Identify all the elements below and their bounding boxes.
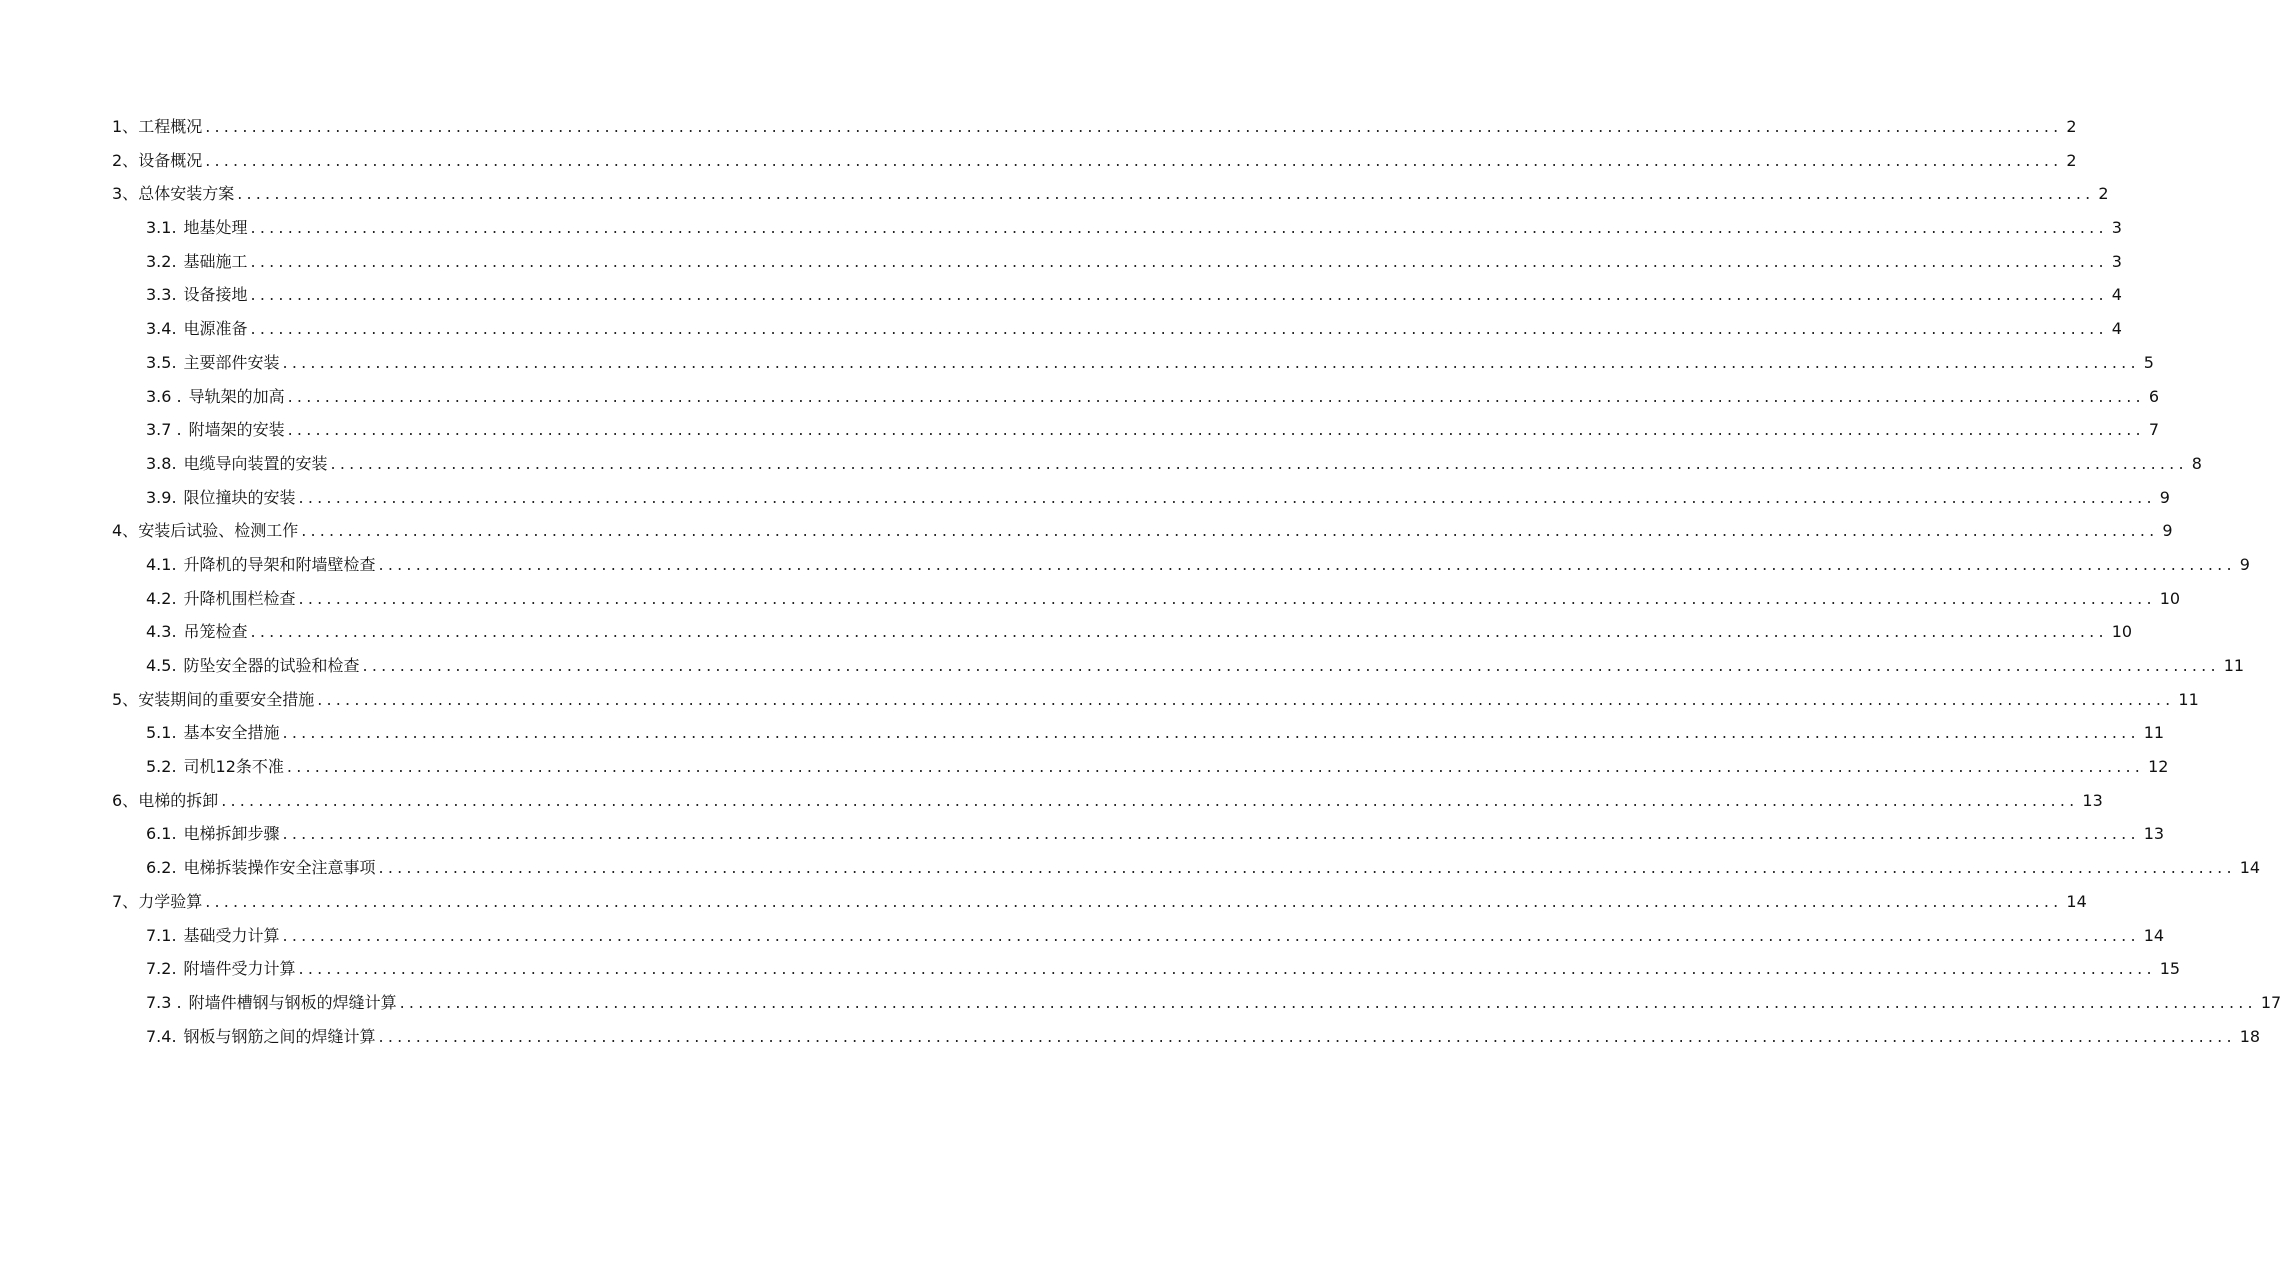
toc-entry[interactable] (112, 784, 2103, 818)
toc-entry[interactable] (112, 413, 2160, 447)
toc-entry-number: 3.5. (146, 352, 177, 372)
toc-entry-page-number: 3 (2111, 251, 2122, 271)
toc-entry-title: 工程概况 (138, 117, 203, 136)
toc-entry-number: 6.1. (146, 824, 177, 844)
toc-entry-page-number: 13 (2082, 790, 2103, 810)
toc-entry[interactable] (112, 952, 2181, 986)
toc-entry-number: 7.1. (146, 925, 177, 945)
toc-dot-leader: ........................................................................................................................................................................................................ (250, 319, 2108, 339)
toc-dot-leader: ........................................................................................................................................................................................................ (298, 487, 2156, 507)
toc-entry-number: 3.3. (146, 285, 177, 305)
toc-entry[interactable] (112, 245, 2122, 279)
toc-entry-number: 1、 (112, 117, 139, 136)
toc-entry[interactable] (112, 144, 2077, 178)
toc-dot-leader: ........................................................................................................................................................................................................ (205, 891, 2063, 911)
toc-entry-title: 设备接地 (183, 285, 248, 305)
toc-entry-page-number: 11 (2178, 689, 2199, 709)
toc-entry-page-number: 2 (2066, 117, 2077, 136)
toc-entry-number: 3.6 . (146, 386, 182, 406)
toc-entry-title: 主要部件安装 (183, 352, 280, 372)
toc-entry[interactable] (112, 683, 2199, 717)
toc-entry[interactable] (112, 177, 2109, 211)
toc-dot-leader: ........................................................................................................................................................................................................ (282, 352, 2140, 372)
toc-dot-leader: ........................................................................................................................................................................................................ (399, 992, 2257, 1012)
toc-entry-number: 6.2. (146, 858, 177, 878)
toc-entry-page-number: 5 (2143, 352, 2154, 372)
toc-entry-title: 基本安全措施 (183, 723, 280, 743)
toc-entry[interactable] (112, 1020, 2261, 1054)
toc-entry-title: 导轨架的加高 (188, 386, 285, 406)
toc-dot-leader: ........................................................................................................................................................................................................ (237, 184, 2095, 204)
toc-entry-number: 7.3 . (146, 992, 182, 1012)
toc-entry[interactable] (112, 110, 2077, 144)
toc-entry-number: 4、 (112, 521, 139, 541)
toc-entry-number: 3、 (112, 184, 139, 204)
toc-entry-number: 4.5. (146, 656, 177, 675)
toc-entry-page-number: 8 (2191, 453, 2202, 473)
toc-entry-title: 司机12条不准 (183, 757, 284, 777)
toc-entry-page-number: 10 (2111, 622, 2133, 642)
toc-entry[interactable] (112, 750, 2169, 784)
toc-entry-page-number: 14 (2143, 925, 2165, 945)
toc-entry-page-number: 3 (2111, 218, 2122, 238)
toc-dot-leader: ........................................................................................................................................................................................................ (205, 150, 2063, 170)
toc-entry[interactable] (112, 615, 2133, 649)
toc-dot-leader: ........................................................................................................................................................................................................ (287, 420, 2145, 440)
toc-dot-leader: ........................................................................................................................................................................................................ (282, 723, 2140, 743)
toc-entry-number: 3.9. (146, 487, 177, 507)
toc-entry-page-number: 11 (2143, 723, 2165, 743)
toc-dot-leader: ........................................................................................................................................................................................................ (221, 790, 2079, 810)
toc-entry[interactable] (112, 346, 2154, 380)
toc-entry-page-number: 14 (2239, 858, 2261, 878)
toc-entry[interactable] (112, 582, 2181, 616)
toc-entry-number: 6、 (112, 790, 139, 810)
toc-dot-leader: ........................................................................................................................................................................................................ (378, 1026, 2236, 1046)
toc-entry-title: 电源准备 (183, 319, 248, 339)
toc-entry-title: 安装期间的重要安全措施 (138, 689, 315, 709)
toc-entry-number: 7.2. (146, 959, 177, 979)
toc-entry-title: 升降机的导架和附墙壁检查 (183, 554, 376, 574)
toc-entry[interactable] (112, 278, 2122, 312)
toc-entry-page-number: 2 (2066, 150, 2077, 170)
toc-dot-leader: ........................................................................................................................................................................................................ (298, 588, 2156, 608)
toc-entry[interactable] (112, 211, 2122, 245)
toc-entry-number: 7、 (112, 891, 139, 911)
toc-entry-number: 4.3. (146, 622, 177, 642)
toc-entry-page-number: 13 (2143, 824, 2165, 844)
toc-dot-leader: ........................................................................................................................................................................................................ (301, 521, 2159, 541)
toc-dot-leader: ........................................................................................................................................................................................................ (362, 656, 2220, 675)
toc-entry-page-number: 2 (2098, 184, 2109, 204)
toc-entry-number: 2、 (112, 150, 139, 170)
toc-entry-page-number: 9 (2159, 487, 2170, 507)
toc-entry-title: 设备概况 (138, 150, 203, 170)
toc-dot-leader: ........................................................................................................................................................................................................ (250, 285, 2108, 305)
toc-entry-title: 基础施工 (183, 251, 248, 271)
toc-dot-leader: ........................................................................................................................................................................................................ (250, 218, 2108, 238)
toc-entry-title: 电缆导向装置的安装 (183, 453, 328, 473)
toc-entry-number: 5、 (112, 689, 139, 709)
toc-entry-title: 基础受力计算 (183, 925, 280, 945)
toc-entry[interactable] (112, 514, 2173, 548)
toc-entry[interactable] (112, 649, 2245, 683)
toc-entry-title: 升降机围栏检查 (183, 588, 296, 608)
toc-entry[interactable] (112, 851, 2261, 885)
toc-entry-title: 电梯的拆卸 (138, 790, 219, 810)
toc-entry-title: 力学验算 (138, 891, 203, 911)
toc-entry-number: 3.7 . (146, 420, 182, 440)
toc-entry-page-number: 6 (2148, 386, 2160, 406)
toc-entry-page-number: 14 (2066, 891, 2087, 911)
toc-entry-page-number: 15 (2159, 959, 2181, 979)
toc-entry[interactable] (112, 716, 2165, 750)
toc-dot-leader: ........................................................................................................................................................................................................ (205, 117, 2063, 136)
toc-entry-number: 3.2. (146, 251, 177, 271)
toc-entry-title: 附墙架的安装 (188, 420, 285, 440)
toc-entry-page-number: 11 (2223, 656, 2245, 675)
toc-entry-title: 总体安装方案 (138, 184, 235, 204)
toc-entry-title: 附墙件受力计算 (183, 959, 296, 979)
toc-entry-title: 电梯拆装操作安全注意事项 (183, 858, 376, 878)
toc-entry-title: 附墙件槽钢与钢板的焊缝计算 (188, 992, 397, 1012)
toc-entry-number: 3.4. (146, 319, 177, 339)
toc-entry-page-number: 12 (2148, 757, 2169, 777)
toc-dot-leader: ........................................................................................................................................................................................................ (378, 554, 2236, 574)
toc-entry-page-number: 7 (2148, 420, 2160, 440)
toc-dot-leader: ........................................................................................................................................................................................................ (250, 622, 2108, 642)
toc-entry-page-number: 4 (2111, 319, 2122, 339)
toc-entry-number: 5.2. (146, 757, 177, 777)
toc-dot-leader: ........................................................................................................................................................................................................ (282, 925, 2140, 945)
toc-entry-title: 钢板与钢筋之间的焊缝计算 (183, 1026, 376, 1046)
table-of-contents (112, 110, 2281, 1053)
toc-entry-title: 安装后试验、检测工作 (138, 521, 299, 541)
toc-entry-title: 电梯拆卸步骤 (183, 824, 280, 844)
toc-entry-number: 4.2. (146, 588, 177, 608)
toc-dot-leader: ........................................................................................................................................................................................................ (250, 251, 2108, 271)
toc-entry[interactable] (112, 481, 2170, 515)
toc-entry-number: 5.1. (146, 723, 177, 743)
toc-dot-leader: ........................................................................................................................................................................................................ (282, 824, 2140, 844)
toc-entry-page-number: 17 (2260, 992, 2281, 1012)
toc-entry[interactable] (112, 986, 2281, 1020)
toc-entry-page-number: 4 (2111, 285, 2122, 305)
toc-entry-title: 地基处理 (183, 218, 248, 238)
toc-dot-leader: ........................................................................................................................................................................................................ (286, 757, 2145, 777)
toc-dot-leader: ........................................................................................................................................................................................................ (378, 858, 2236, 878)
toc-entry[interactable] (112, 548, 2250, 582)
toc-entry-page-number: 9 (2162, 521, 2173, 541)
toc-entry[interactable] (112, 447, 2202, 481)
toc-entry-number: 3.8. (146, 453, 177, 473)
toc-entry-page-number: 9 (2239, 554, 2250, 574)
toc-entry-number: 4.1. (146, 554, 177, 574)
toc-entry[interactable] (112, 919, 2165, 953)
toc-dot-leader: ........................................................................................................................................................................................................ (330, 453, 2188, 473)
toc-entry-title: 防坠安全器的试验和检查 (183, 656, 360, 675)
toc-entry-number: 7.4. (146, 1026, 177, 1046)
toc-entry[interactable] (112, 380, 2160, 414)
toc-entry-page-number: 10 (2159, 588, 2181, 608)
toc-entry-number: 3.1. (146, 218, 177, 238)
toc-entry[interactable] (112, 885, 2087, 919)
toc-entry-title: 吊笼检查 (183, 622, 248, 642)
toc-entry[interactable] (112, 817, 2165, 851)
toc-entry[interactable] (112, 312, 2122, 346)
toc-dot-leader: ........................................................................................................................................................................................................ (287, 386, 2145, 406)
toc-dot-leader: ........................................................................................................................................................................................................ (317, 689, 2175, 709)
toc-entry-page-number: 18 (2239, 1026, 2261, 1046)
toc-dot-leader: ........................................................................................................................................................................................................ (298, 959, 2156, 979)
toc-entry-title: 限位撞块的安装 (183, 487, 296, 507)
